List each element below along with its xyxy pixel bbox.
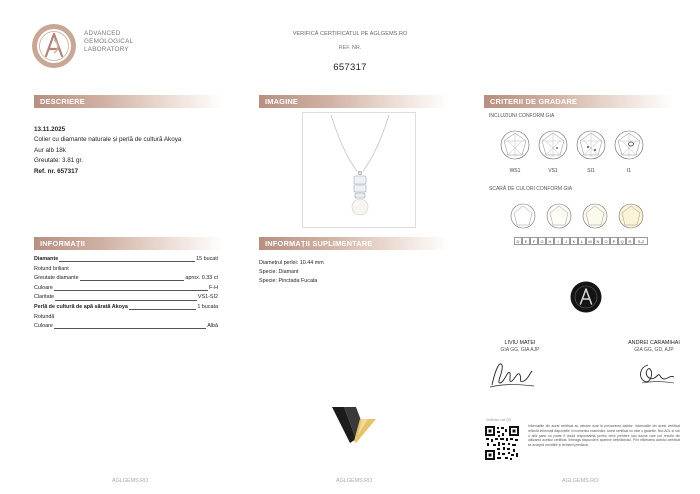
info-row-pearl bbox=[34, 303, 218, 313]
color-scale-g: G bbox=[538, 237, 546, 245]
color-diagram-4 bbox=[619, 204, 643, 228]
qr-heading: Verificare cod QR bbox=[486, 418, 511, 422]
info-key: Diamante bbox=[34, 256, 59, 262]
section-informatii: INFORMAȚII bbox=[34, 237, 224, 250]
signature-name-1: LIVIU MATEI bbox=[504, 340, 536, 346]
signature-name-2: ANDREI CARAMIHAI bbox=[628, 340, 680, 346]
color-scale-r: R bbox=[626, 237, 634, 245]
inclusion-grade-si1: SI1 bbox=[587, 168, 595, 174]
pearl-diameter: Diametrul perlei: 10.44 mm bbox=[259, 260, 324, 266]
inclusion-diagram-vs1 bbox=[539, 131, 567, 159]
info-value: Albă bbox=[207, 323, 218, 330]
info-value: VS1-SI2 bbox=[197, 294, 218, 301]
description-item: Colier cu diamante naturale și perlă de cultură Akoya bbox=[34, 136, 182, 144]
color-scale-k: K bbox=[570, 237, 578, 245]
inclusions-label: INCLUZIUNI CONFORM GIA bbox=[489, 113, 555, 119]
color-scale-q: Q bbox=[618, 237, 626, 245]
signature-andrei-caramihai bbox=[634, 359, 678, 389]
color-diagrams bbox=[510, 203, 660, 233]
footer-website-center[interactable]: AGLGEMS.RO bbox=[336, 478, 373, 484]
lab-name bbox=[84, 30, 133, 55]
lab-name-line-1: ADVANCED bbox=[84, 30, 121, 37]
info-key: Culoare bbox=[34, 284, 53, 291]
necklace-illustration bbox=[303, 113, 417, 229]
color-scale-e: E bbox=[522, 237, 530, 245]
inclusion-grade-vs1: VS1 bbox=[548, 168, 558, 174]
species-diamond: Specie: Diamant bbox=[259, 269, 299, 276]
color-scale-p: P bbox=[610, 237, 618, 245]
footer-website-left[interactable]: AGLGEMS.RO bbox=[112, 478, 149, 484]
description-weight: Greutate: 3.81 gr. bbox=[34, 157, 84, 165]
info-row-diamonds bbox=[34, 255, 218, 265]
color-scale-m: M bbox=[586, 237, 594, 245]
qr-code[interactable] bbox=[484, 425, 520, 461]
footer-website-right[interactable]: AGLGEMS.RO bbox=[562, 478, 599, 484]
verify-certificate-link[interactable]: VERIFICĂ CERTIFICATUL PE AGLGEMS.RO bbox=[292, 31, 408, 37]
signature-liviu-matei bbox=[488, 357, 536, 391]
ref-number-value: 657317 bbox=[333, 62, 367, 73]
lab-name-line-2: GEMOLOGICAL bbox=[84, 38, 134, 46]
info-row-pearl-shape bbox=[34, 313, 218, 323]
color-scale-s-z: S-Z bbox=[634, 237, 648, 245]
product-photo bbox=[302, 112, 416, 228]
inclusion-diagram-si1 bbox=[577, 131, 605, 159]
ref-number-label: REF. NR. bbox=[338, 45, 362, 51]
signature-title-1: GIA GG, GIA AJP bbox=[500, 347, 540, 353]
inclusion-grade-ws1: WS1 bbox=[509, 168, 521, 174]
description-ref: Ref. nr. 657317 bbox=[34, 167, 79, 175]
color-scale-h: H bbox=[546, 237, 554, 245]
info-row-diamond-weight bbox=[34, 274, 218, 284]
color-diagram-3 bbox=[583, 204, 607, 228]
section-descriere: DESCRIERE bbox=[34, 95, 224, 108]
inclusion-diagram-ws1 bbox=[501, 131, 529, 159]
species-pearl: Specie: Pinctada Fucata bbox=[259, 278, 318, 285]
info-value: F-H bbox=[209, 284, 218, 291]
info-key: Greutate diamante bbox=[34, 275, 79, 282]
color-scale-l: L bbox=[578, 237, 586, 245]
lab-stamp-icon bbox=[570, 281, 602, 313]
color-scale-i: I bbox=[554, 237, 562, 245]
info-value: aprox. 0.33 ct bbox=[185, 275, 218, 282]
brand-v-logo bbox=[330, 403, 378, 445]
color-scale-d: D bbox=[514, 237, 522, 245]
info-row-color bbox=[34, 284, 218, 294]
color-scale bbox=[514, 237, 648, 245]
info-row-clarity bbox=[34, 293, 218, 303]
color-scale-n: N bbox=[594, 237, 602, 245]
info-key: Perlă de cultură de apă sărată Akoya bbox=[34, 303, 128, 310]
info-key: Claritate bbox=[34, 294, 55, 301]
lab-name-line-3: LABORATORY bbox=[84, 46, 129, 54]
color-scale-o: O bbox=[602, 237, 610, 245]
info-key: Rotund briliant bbox=[34, 265, 69, 272]
info-row-pearl-color bbox=[34, 322, 218, 332]
color-scale-label: SCARĂ DE CULORI CONFORM GIA bbox=[489, 186, 573, 192]
description-metal: Aur alb 18k bbox=[34, 146, 66, 154]
color-diagram-1 bbox=[511, 204, 535, 228]
lab-seal-logo bbox=[31, 23, 77, 69]
inclusion-diagram-i1 bbox=[615, 131, 643, 159]
inclusion-grade-i1: I1 bbox=[626, 168, 632, 174]
legal-disclaimer: Informațiile din acest certificat au valoare doar la prelucrarea datelor. Informațiile din acest certificat reflectă informații disponibile în momentul examinării. Acest certificat nu este o garanție. Nici AGL și nici o altă parte nu poate fi ținută responsabilă pentru orice pierdere sau daune care pot rezulta din utilizarea acestui certificat. Întreaga răspundere aparține deținătorului. Prin eliberarea acestui certificat se acceptă condițiile și termenii prevăzuți. bbox=[528, 424, 680, 448]
signature-title-2: GIA GG, GD, AJP bbox=[634, 347, 674, 353]
color-diagram-2 bbox=[547, 204, 571, 228]
info-value: 15 bucati bbox=[196, 256, 218, 262]
color-scale-j: J bbox=[562, 237, 570, 245]
information-table bbox=[34, 255, 218, 332]
description-date: 13.11.2025 bbox=[34, 126, 66, 133]
section-criterii: CRITERII DE GRADARE bbox=[484, 95, 674, 108]
supplementary-info bbox=[259, 259, 324, 287]
section-suplimentare: INFORMAȚII SUPLIMENTARE bbox=[259, 237, 449, 250]
info-row-cut bbox=[34, 265, 218, 275]
description-block bbox=[34, 125, 181, 177]
section-imagine: IMAGINE bbox=[259, 95, 449, 108]
color-scale-f: F bbox=[530, 237, 538, 245]
info-value: 1 bucata bbox=[197, 303, 218, 310]
info-key: Culoare bbox=[34, 323, 53, 330]
info-key: Rotundă bbox=[34, 313, 55, 320]
